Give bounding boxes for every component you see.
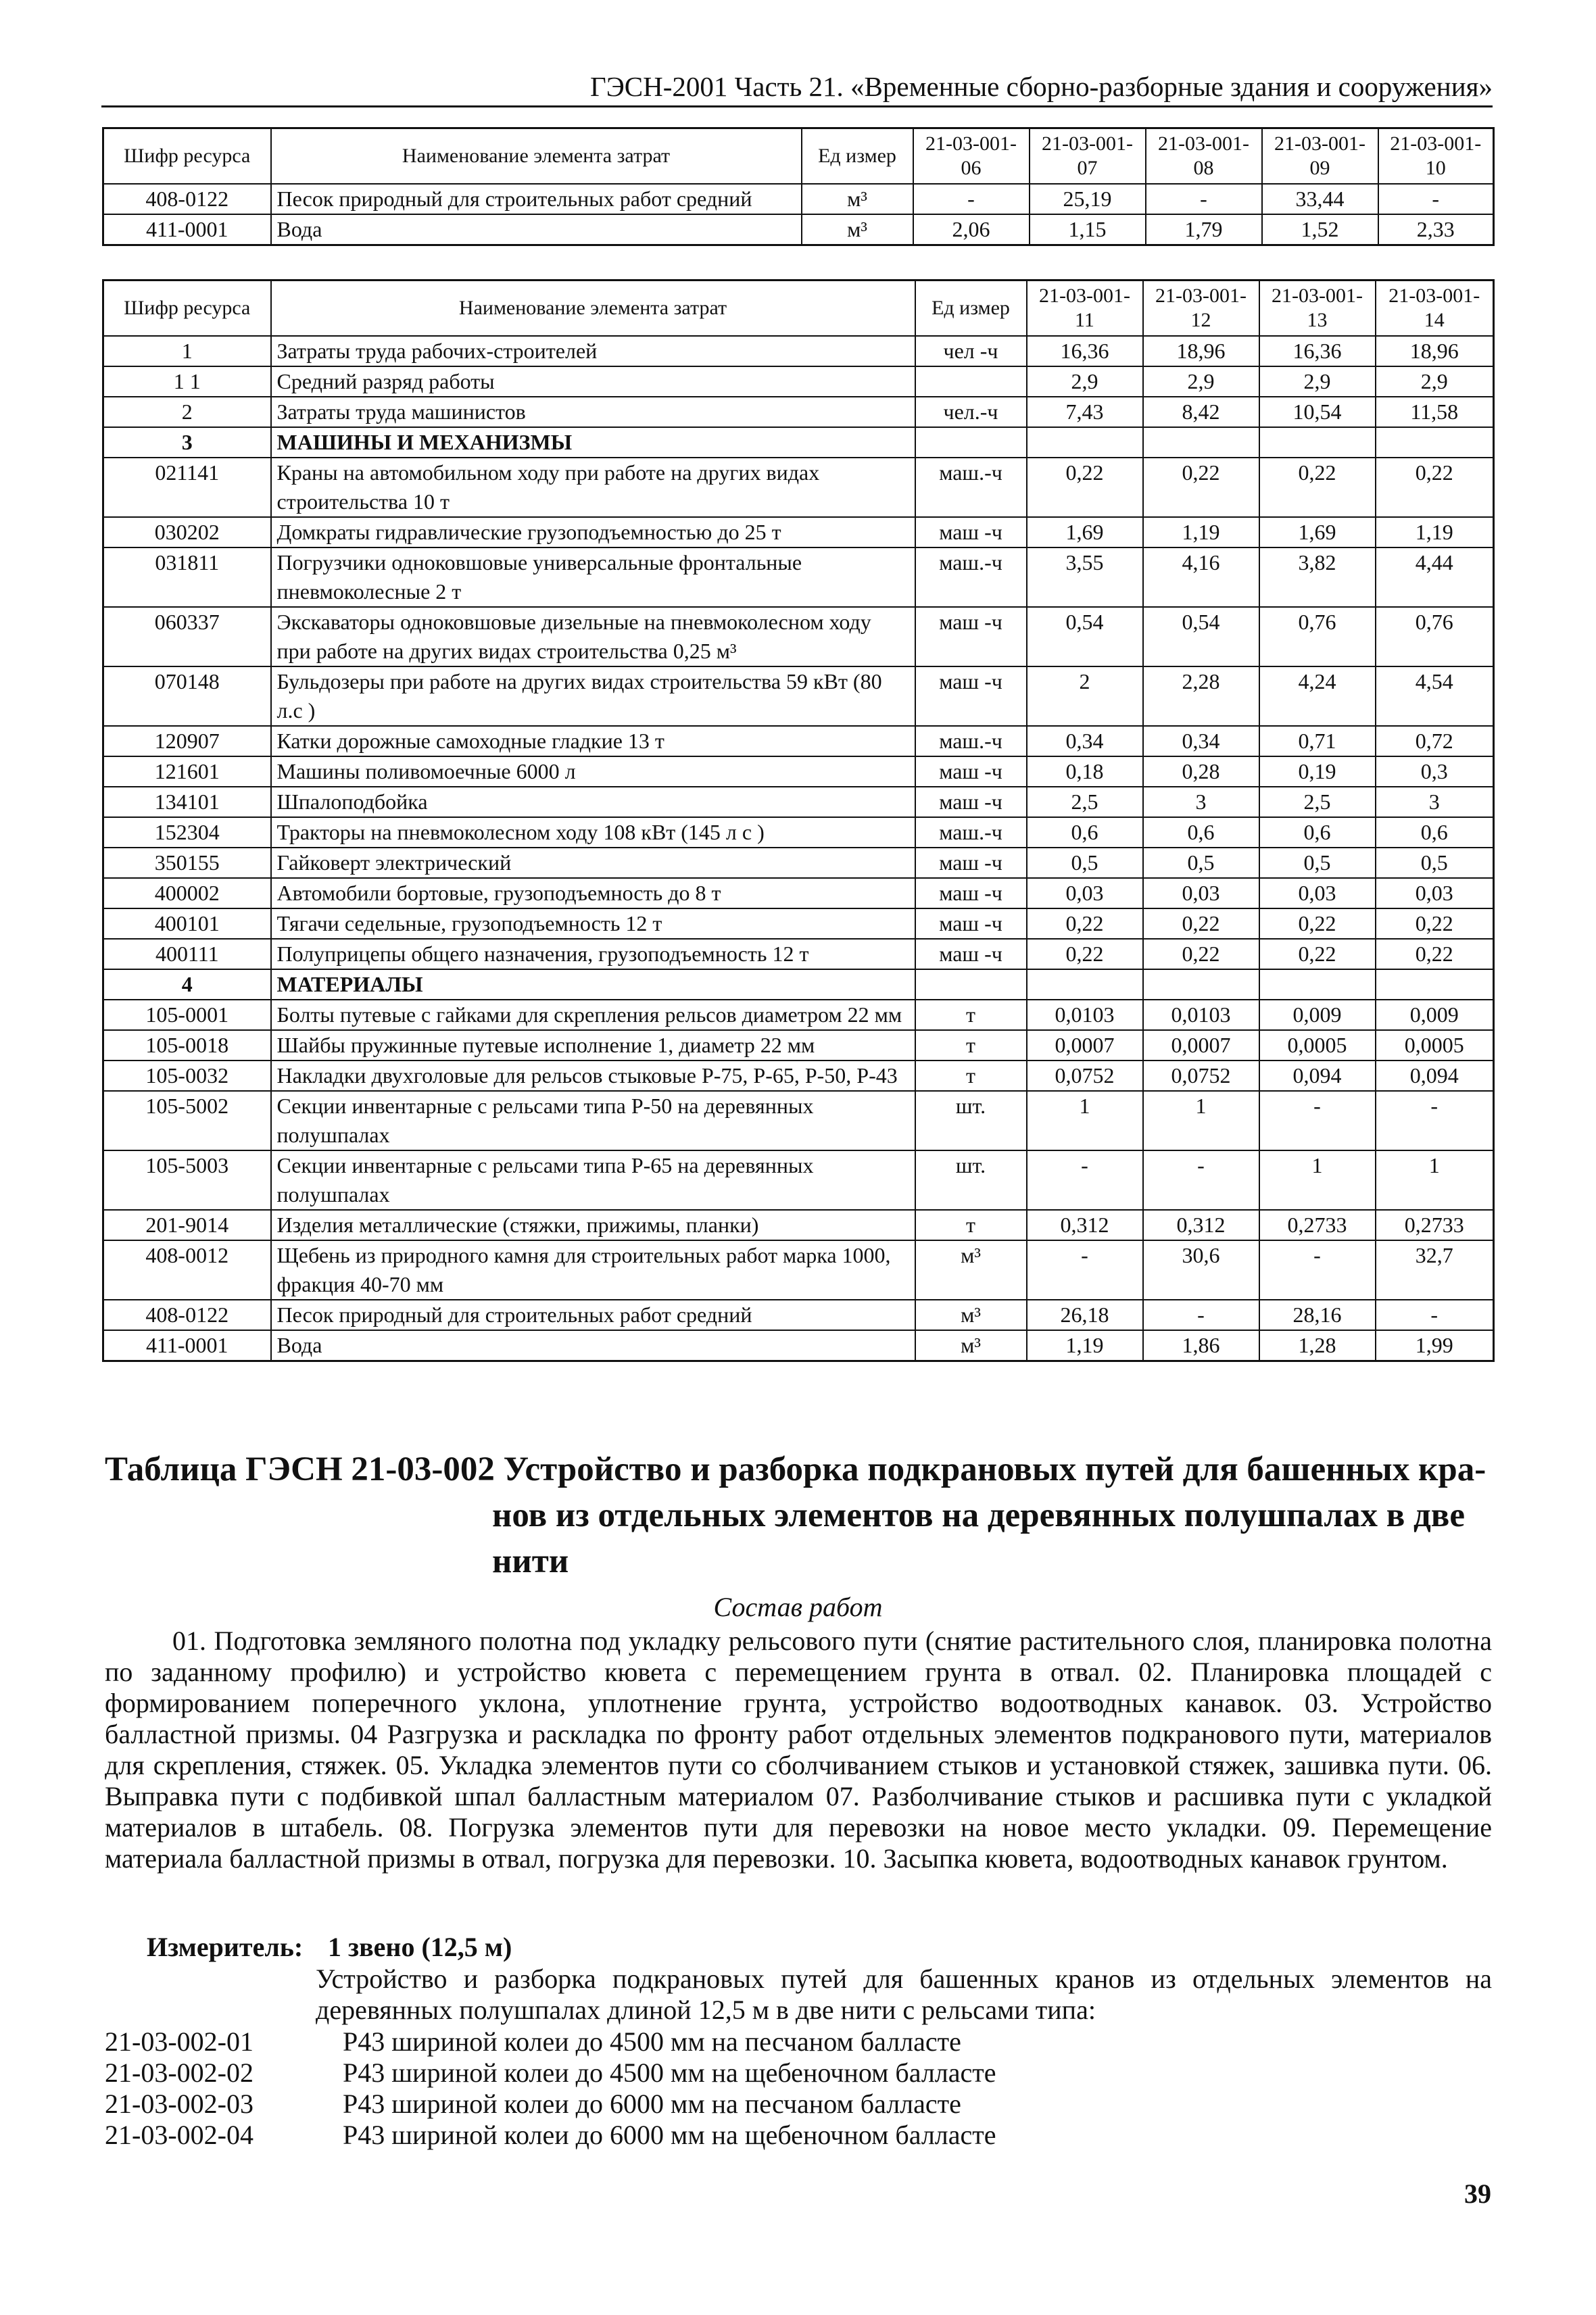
cell-code: 121601 [103, 756, 271, 787]
cell-value: 18,96 [1143, 336, 1259, 366]
cell-value [1259, 427, 1376, 458]
cell-unit: маш -ч [915, 666, 1027, 726]
col-header-norm: 21-03-001-14 [1376, 281, 1494, 337]
cell-code: 060337 [103, 607, 271, 666]
cell-value: 0,22 [1376, 908, 1494, 939]
cell-name: Средний разряд работы [271, 366, 915, 397]
cell-code: 030202 [103, 517, 271, 547]
cell-value: 32,7 [1376, 1240, 1494, 1300]
cell-unit: маш -ч [915, 939, 1027, 969]
norm-code: 21-03-002-03 [105, 2089, 253, 2119]
col-header-code: Шифр ресурса [103, 281, 271, 337]
cell-value: 11,58 [1376, 397, 1494, 427]
cell-name: Накладки двухголовые для рельсов стыковые Р-75, Р-65, Р-50, Р-43 [271, 1061, 915, 1091]
cell-unit: маш.-ч [915, 458, 1027, 517]
cell-value: 2 [1027, 666, 1143, 726]
col-header-norm: 21-03-001-06 [913, 128, 1030, 185]
cell-value: 0,0103 [1143, 1000, 1259, 1030]
cell-value: 1,86 [1143, 1330, 1259, 1361]
cell-value: 0,0103 [1027, 1000, 1143, 1030]
intro-text: Устройство и разборка подкрановых путей для башенных кранов из отдельных элементов на деревянных полушпалах длиной 12,5 м в две нити с рельсами типа: [316, 1964, 1492, 2025]
cell-code: 411-0001 [103, 1330, 271, 1361]
table-row [103, 607, 1494, 666]
cell-value: 2,5 [1259, 787, 1376, 817]
table-row [103, 726, 1494, 756]
cell-unit: м³ [802, 214, 913, 245]
cell-value: 10,54 [1259, 397, 1376, 427]
cell-unit: т [915, 1000, 1027, 1030]
cell-value: 0,0005 [1376, 1030, 1494, 1061]
cell-value: 0,22 [1376, 939, 1494, 969]
cell-unit: т [915, 1061, 1027, 1091]
cell-value: 0,009 [1376, 1000, 1494, 1030]
header-title: ГЭСН-2001 Часть 21. «Временные сборно-разборные здания и сооружения» [590, 71, 1493, 102]
table-row [103, 397, 1494, 427]
cell-value: 2,9 [1376, 366, 1494, 397]
cell-code: 400101 [103, 908, 271, 939]
resource-table-001-06-10 [102, 127, 1495, 246]
cell-code: 152304 [103, 817, 271, 848]
cell-unit: чел -ч [915, 336, 1027, 366]
cell-code: 1 [103, 336, 271, 366]
norm-code: 21-03-002-02 [105, 2057, 253, 2088]
cell-value: 0,6 [1259, 817, 1376, 848]
table-row [103, 336, 1494, 366]
col-header-unit: Ед измер [802, 128, 913, 185]
norm-description: Р43 шириной колеи до 4500 мм на песчаном балласте [343, 2026, 961, 2057]
cell-unit [915, 969, 1027, 1000]
cell-value: 26,18 [1027, 1300, 1143, 1330]
cell-value: - [1027, 1150, 1143, 1210]
cell-value: 0,0005 [1259, 1030, 1376, 1061]
cell-name: Песок природный для строительных работ средний [271, 1300, 915, 1330]
cell-value: 3,82 [1259, 547, 1376, 607]
cell-value: 0,094 [1376, 1061, 1494, 1091]
cell-value: 0,22 [1259, 939, 1376, 969]
col-header-norm: 21-03-001-11 [1027, 281, 1143, 337]
cell-unit: т [915, 1210, 1027, 1240]
cell-name: Машины поливомоечные 6000 л [271, 756, 915, 787]
table-row [103, 878, 1494, 908]
measure-label: Измеритель: [147, 1932, 304, 1962]
cell-name: Секции инвентарные с рельсами типа Р-65 на деревянных полушпалах [271, 1150, 915, 1210]
table-row [103, 1061, 1494, 1091]
cell-name: Песок природный для строительных работ средний [271, 184, 802, 214]
cell-value: 0,2733 [1376, 1210, 1494, 1240]
table-row [103, 848, 1494, 878]
cell-value: 0,54 [1143, 607, 1259, 666]
cell-unit: шт. [915, 1150, 1027, 1210]
cell-value: 0,03 [1376, 878, 1494, 908]
table-row [103, 214, 1494, 245]
cell-value: 0,22 [1027, 939, 1143, 969]
table-row [103, 756, 1494, 787]
norm-codes-list [105, 2026, 1491, 2151]
cell-value: - [1143, 1300, 1259, 1330]
table1-body [103, 184, 1494, 245]
cell-value: 0,76 [1376, 607, 1494, 666]
cell-code: 105-5003 [103, 1150, 271, 1210]
cell-value: - [1376, 1300, 1494, 1330]
cell-value: - [1378, 184, 1494, 214]
cell-value: 1,79 [1146, 214, 1262, 245]
cell-value: 0,22 [1143, 458, 1259, 517]
cell-value: 0,03 [1259, 878, 1376, 908]
cell-code: 350155 [103, 848, 271, 878]
cell-name: Гайковерт электрический [271, 848, 915, 878]
col-header-norm: 21-03-001-12 [1143, 281, 1259, 337]
cell-name: Болты путевые с гайками для скрепления рельсов диаметром 22 мм [271, 1000, 915, 1030]
cell-value: 1 [1376, 1150, 1494, 1210]
cell-code: 1 1 [103, 366, 271, 397]
cell-value: 1,15 [1030, 214, 1146, 245]
cell-value: 0,5 [1376, 848, 1494, 878]
cell-value: 1 [1143, 1091, 1259, 1150]
cell-value: 0,54 [1027, 607, 1143, 666]
cell-unit: м³ [802, 184, 913, 214]
cell-value: 1 [1027, 1091, 1143, 1150]
table-row [103, 939, 1494, 969]
cell-value [1027, 427, 1143, 458]
cell-code: 411-0001 [103, 214, 271, 245]
cell-unit: чел.-ч [915, 397, 1027, 427]
table-row [103, 1300, 1494, 1330]
cell-value [1259, 969, 1376, 1000]
cell-name: Катки дорожные самоходные гладкие 13 т [271, 726, 915, 756]
table-row [103, 517, 1494, 547]
cell-unit: маш -ч [915, 787, 1027, 817]
cell-value: 0,6 [1376, 817, 1494, 848]
cell-unit: маш -ч [915, 878, 1027, 908]
cell-value [1376, 427, 1494, 458]
cell-value: - [1259, 1240, 1376, 1300]
col-header-norm: 21-03-001-13 [1259, 281, 1376, 337]
cell-value: 0,22 [1259, 458, 1376, 517]
cell-value: 0,28 [1143, 756, 1259, 787]
cell-name: Краны на автомобильном ходу при работе на других видах строительства 10 т [271, 458, 915, 517]
cell-value: 18,96 [1376, 336, 1494, 366]
cell-value: 0,6 [1027, 817, 1143, 848]
cell-value: 0,22 [1027, 458, 1143, 517]
table-row [103, 1330, 1494, 1361]
col-header-norm: 21-03-001-07 [1030, 128, 1146, 185]
cell-unit: маш.-ч [915, 726, 1027, 756]
cell-code: 400002 [103, 878, 271, 908]
cell-code: 2 [103, 397, 271, 427]
cell-value: - [1143, 1150, 1259, 1210]
resource-table-001-11-14 [102, 279, 1495, 1362]
cell-value: 16,36 [1027, 336, 1143, 366]
cell-unit: т [915, 1030, 1027, 1061]
table-row [103, 547, 1494, 607]
norm-code: 21-03-002-04 [105, 2120, 253, 2150]
cell-code: 4 [103, 969, 271, 1000]
cell-name: МАТЕРИАЛЫ [271, 969, 915, 1000]
cell-value: - [913, 184, 1030, 214]
cell-value: 0,3 [1376, 756, 1494, 787]
list-item [105, 2057, 1491, 2089]
cell-value: 28,16 [1259, 1300, 1376, 1330]
measure-line [147, 1931, 512, 1963]
cell-value: 2,9 [1143, 366, 1259, 397]
cell-value: 0,2733 [1259, 1210, 1376, 1240]
col-header-name: Наименование элемента затрат [271, 128, 802, 185]
cell-value [1027, 969, 1143, 1000]
composition-heading: Состав работ [713, 1592, 883, 1622]
cell-name: Шайбы пружинные путевые исполнение 1, диаметр 22 мм [271, 1030, 915, 1061]
cell-value: 25,19 [1030, 184, 1146, 214]
table-row [103, 1030, 1494, 1061]
cell-value: 1,19 [1143, 517, 1259, 547]
cell-code: 105-0001 [103, 1000, 271, 1030]
cell-unit [915, 366, 1027, 397]
cell-value: 4,24 [1259, 666, 1376, 726]
norm-description: Р43 шириной колеи до 6000 мм на щебеночном балласте [343, 2120, 996, 2150]
cell-value: 0,34 [1027, 726, 1143, 756]
table-row [103, 787, 1494, 817]
cell-name: Тракторы на пневмоколесном ходу 108 кВт (145 л с ) [271, 817, 915, 848]
cell-code: 201-9014 [103, 1210, 271, 1240]
cell-value: 8,42 [1143, 397, 1259, 427]
cell-value: 3 [1376, 787, 1494, 817]
cell-value: - [1376, 1091, 1494, 1150]
cell-value: 1 [1259, 1150, 1376, 1210]
norm-description: Р43 шириной колеи до 4500 мм на щебеночном балласте [343, 2057, 996, 2088]
cell-value: 30,6 [1143, 1240, 1259, 1300]
col-header-name: Наименование элемента затрат [271, 281, 915, 337]
section-title [105, 1446, 1491, 1584]
cell-value: 0,19 [1259, 756, 1376, 787]
cell-unit: м³ [915, 1240, 1027, 1300]
cell-value: 0,22 [1143, 939, 1259, 969]
cell-value: 2,9 [1027, 366, 1143, 397]
cell-value: 1,69 [1027, 517, 1143, 547]
col-header-unit: Ед измер [915, 281, 1027, 337]
cell-code: 021141 [103, 458, 271, 517]
col-header-code: Шифр ресурса [103, 128, 271, 185]
cell-name: Затраты труда машинистов [271, 397, 915, 427]
cell-name: Вода [271, 214, 802, 245]
cell-value: - [1259, 1091, 1376, 1150]
cell-value: 0,0752 [1143, 1061, 1259, 1091]
table-row [103, 908, 1494, 939]
cell-name: МАШИНЫ И МЕХАНИЗМЫ [271, 427, 915, 458]
cell-value: 3 [1143, 787, 1259, 817]
table-row [103, 1150, 1494, 1210]
cell-unit: маш -ч [915, 908, 1027, 939]
cell-code: 400111 [103, 939, 271, 969]
cell-unit: маш -ч [915, 517, 1027, 547]
cell-value: 0,71 [1259, 726, 1376, 756]
cell-unit: маш -ч [915, 848, 1027, 878]
cell-value: 4,44 [1376, 547, 1494, 607]
cell-value: - [1146, 184, 1262, 214]
col-header-norm: 21-03-001-08 [1146, 128, 1262, 185]
cell-value: 0,03 [1143, 878, 1259, 908]
section-row [103, 969, 1494, 1000]
cell-unit [915, 427, 1027, 458]
cell-value: 33,44 [1262, 184, 1378, 214]
cell-code: 120907 [103, 726, 271, 756]
col-header-norm: 21-03-001-09 [1262, 128, 1378, 185]
list-item [105, 2026, 1491, 2057]
table-row [103, 1000, 1494, 1030]
table-header-row [103, 128, 1494, 185]
cell-value: 0,6 [1143, 817, 1259, 848]
table-row [103, 1240, 1494, 1300]
cell-name: Экскаваторы одноковшовые дизельные на пневмоколесном ходу при работе на других видах строительства 0,25 м³ [271, 607, 915, 666]
cell-value: 0,094 [1259, 1061, 1376, 1091]
cell-value: 0,5 [1259, 848, 1376, 878]
table-header-row [103, 281, 1494, 337]
cell-value: 2,28 [1143, 666, 1259, 726]
cell-unit: маш.-ч [915, 817, 1027, 848]
cell-value: 0,0752 [1027, 1061, 1143, 1091]
cell-unit: м³ [915, 1330, 1027, 1361]
cell-value: 0,22 [1259, 908, 1376, 939]
cell-code: 031811 [103, 547, 271, 607]
cell-code: 070148 [103, 666, 271, 726]
col-header-norm: 21-03-001-10 [1378, 128, 1494, 185]
cell-name: Бульдозеры при работе на других видах строительства 59 кВт (80 л.с ) [271, 666, 915, 726]
table2-body [103, 336, 1494, 1361]
cell-value: 0,03 [1027, 878, 1143, 908]
cell-value: 0,22 [1027, 908, 1143, 939]
cell-name: Секции инвентарные с рельсами типа Р-50 на деревянных полушпалах [271, 1091, 915, 1150]
table-row [103, 184, 1494, 214]
cell-value: 0,312 [1027, 1210, 1143, 1240]
cell-unit: м³ [915, 1300, 1027, 1330]
cell-value: 2,9 [1259, 366, 1376, 397]
running-header [101, 68, 1493, 107]
cell-code: 105-5002 [103, 1091, 271, 1150]
section-title-line1: Таблица ГЭСН 21-03-002 Устройство и разборка подкрановых путей для башенных кра- [105, 1451, 1486, 1488]
cell-code: 408-0122 [103, 1300, 271, 1330]
composition-text: 01. Подготовка земляного полотна под укладку рельсового пути (снятие растительного слоя, планировка полотна по заданному профилю) и устройство кювета с перемещением грунта в отвал. 02. Планировка площадей с формированием поперечного уклона, уплотнение грунта, устройство водоотводных канавок. 03. Устройство балластной призмы. 04 Разгрузка и раскладка по фронту работ отдельных элементов подкранового пути, материалов для скрепления, стяжек. 05. Укладка элементов пути со сболчиванием стыков и установкой стяжек, зашивка пути. 06. Выправка пути с подбивкой шпал балластным материалом 07. Разболчивание стыков и расшивка пути с укладкой материалов в штабель. 08. Погрузка элементов пути для перевозки на новое место укладки. 09. Перемещение материала балластной призмы в отвал, погрузка для перевозки. 10. Засыпка кювета, водоотводных канавок грунтом. [105, 1626, 1492, 1874]
cell-value: 2,06 [913, 214, 1030, 245]
cell-code: 3 [103, 427, 271, 458]
cell-code: 105-0032 [103, 1061, 271, 1091]
cell-value: 1,19 [1376, 517, 1494, 547]
cell-value: 1,28 [1259, 1330, 1376, 1361]
cell-code: 408-0122 [103, 184, 271, 214]
measure-value: 1 звено (12,5 м) [328, 1932, 512, 1962]
cell-value: 0,22 [1143, 908, 1259, 939]
cell-code: 105-0018 [103, 1030, 271, 1061]
cell-value: 0,5 [1027, 848, 1143, 878]
cell-name: Шпалоподбойка [271, 787, 915, 817]
section-title-line2: нов из отдельных элементов на деревянных полушпалах в две нити [492, 1496, 1465, 1580]
cell-value: 2,33 [1378, 214, 1494, 245]
table-row [103, 817, 1494, 848]
cell-value [1143, 969, 1259, 1000]
cell-value: 0,5 [1143, 848, 1259, 878]
list-item [105, 2089, 1491, 2120]
cell-value: 2,5 [1027, 787, 1143, 817]
cell-name: Затраты труда рабочих-строителей [271, 336, 915, 366]
cell-value: 1,99 [1376, 1330, 1494, 1361]
cell-value: 0,22 [1376, 458, 1494, 517]
cell-name: Вода [271, 1330, 915, 1361]
cell-unit: маш -ч [915, 756, 1027, 787]
section-row [103, 427, 1494, 458]
cell-code: 408-0012 [103, 1240, 271, 1300]
norm-code: 21-03-002-01 [105, 2026, 253, 2057]
norm-description: Р43 шириной колеи до 6000 мм на песчаном балласте [343, 2089, 961, 2119]
cell-value: 0,76 [1259, 607, 1376, 666]
cell-value [1143, 427, 1259, 458]
cell-value: - [1027, 1240, 1143, 1300]
table-row [103, 1210, 1494, 1240]
cell-name: Тягачи седельные, грузоподъемность 12 т [271, 908, 915, 939]
cell-value [1376, 969, 1494, 1000]
cell-name: Изделия металлические (стяжки, прижимы, планки) [271, 1210, 915, 1240]
cell-value: 0,0007 [1143, 1030, 1259, 1061]
table-row [103, 458, 1494, 517]
cell-unit: маш -ч [915, 607, 1027, 666]
cell-value: 4,54 [1376, 666, 1494, 726]
cell-value: 7,43 [1027, 397, 1143, 427]
cell-name: Полуприцепы общего назначения, грузоподъемность 12 т [271, 939, 915, 969]
list-item [105, 2120, 1491, 2151]
cell-value: 0,0007 [1027, 1030, 1143, 1061]
cell-value: 1,52 [1262, 214, 1378, 245]
cell-value: 0,009 [1259, 1000, 1376, 1030]
table-row [103, 666, 1494, 726]
page-number: 39 [1464, 2178, 1491, 2209]
cell-value: 4,16 [1143, 547, 1259, 607]
table-row [103, 1091, 1494, 1150]
cell-name: Щебень из природного камня для строительных работ марка 1000, фракция 40-70 мм [271, 1240, 915, 1300]
cell-value: 3,55 [1027, 547, 1143, 607]
cell-name: Погрузчики одноковшовые универсальные фронтальные пневмоколесные 2 т [271, 547, 915, 607]
cell-value: 1,69 [1259, 517, 1376, 547]
cell-value: 16,36 [1259, 336, 1376, 366]
cell-value: 1,19 [1027, 1330, 1143, 1361]
cell-value: 0,72 [1376, 726, 1494, 756]
cell-value: 0,312 [1143, 1210, 1259, 1240]
cell-unit: шт. [915, 1091, 1027, 1150]
cell-name: Домкраты гидравлические грузоподъемностью до 25 т [271, 517, 915, 547]
cell-value: 0,18 [1027, 756, 1143, 787]
cell-value: 0,34 [1143, 726, 1259, 756]
cell-unit: маш.-ч [915, 547, 1027, 607]
table-row [103, 366, 1494, 397]
cell-code: 134101 [103, 787, 271, 817]
cell-name: Автомобили бортовые, грузоподъемность до 8 т [271, 878, 915, 908]
